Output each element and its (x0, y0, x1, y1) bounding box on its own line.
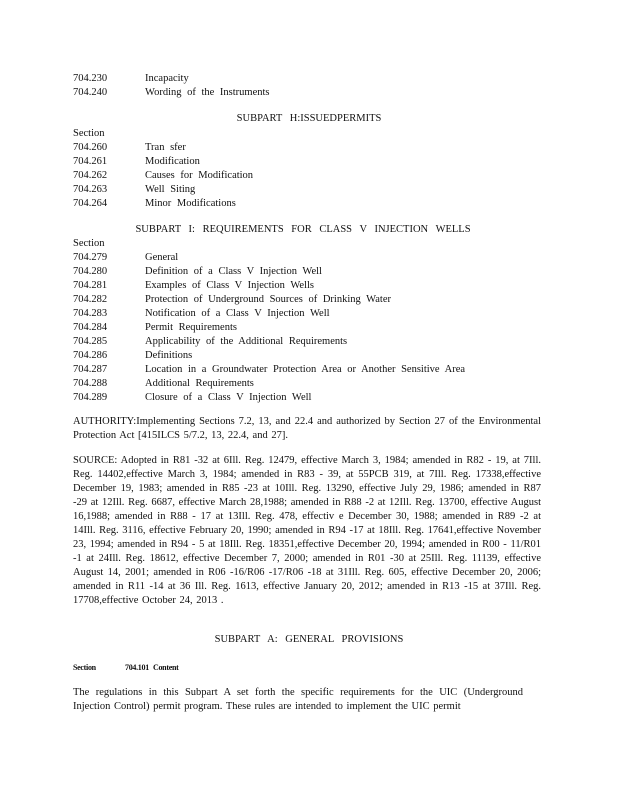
section-number: 704.287 (73, 364, 108, 375)
section-number: 704.286 (73, 350, 108, 361)
section-number: 704.289 (73, 392, 108, 403)
source-note: SOURCE: Adopted in R81 -32 at 6Ill. Reg. 12479, effective March 3, 1984; amended in R82 - 19, at 7Ill. Reg. 14402,effective March 3, 1984; amended in R83 - 39, at 55PCB 319, at 7Ill. Reg. 17338,effective December 19, 1983; amended in R85 -23 at 10Ill. Reg. 13290, effective July 29, 1986; amended in R87 -29 at 12Ill. Reg. 6687, effective March 28,1988; amended in R88 -2 at 12Ill. Reg. 13700, effective August 16,1988; amended in R88 - 17 at 13Ill. Reg. 478, effectiv e December 30, 1988; amended in R89 -2 at 14Ill. Reg. 3116, effective February 20, 1990; amended in R94 -17 at 18Ill. Reg. 17641,effective November 23, 1994; amended in R94 - 5 at 18Ill. Reg. 18351,effective December 20, 1994; amended in R00 - 11/R01 -1 at 24Ill. Reg. 18612, effective December 7, 2000; amended in R01 -30 at 25Ill. Reg. 11139, effective August 14, 2001; amended in R06 -16/R06 -17/R06 -18 at 31Ill. Reg. 605, effective December 20, 2006; amended in R11 -14 at 36 Ill. Reg. 1613, effective January 20, 2012; amended in R13 -15 at 37Ill. Reg. 17708,effective October 24, 2013 . (73, 455, 541, 606)
section-number: 704.285 (73, 336, 108, 347)
section-title: Examples of Class V Injection Wells (145, 280, 315, 291)
section-title: Causes for Modification (145, 170, 254, 181)
section-title: Incapacity (145, 73, 189, 84)
section-title: Definition of a Class V Injection Well (145, 266, 322, 277)
section-title: Protection of Underground Sources of Drinking Water (145, 294, 391, 305)
section-number: 704.284 (73, 322, 108, 333)
section-number: 704.264 (73, 198, 108, 209)
section-number: 704.283 (73, 308, 108, 319)
authority-note: AUTHORITY:Implementing Sections 7.2, 13, and 22.4 and authorized by Section 27 of the Environmental Protection Act [415ILCS 5/7.2, 13, 22.4, and 27]. (73, 416, 541, 441)
section-title: Wording of the Instruments (145, 87, 270, 98)
section-title: Permit Requirements (145, 322, 237, 333)
section-title: Additional Requirements (145, 378, 254, 389)
section-title: Definitions (145, 350, 193, 361)
section-title: Well Siting (145, 184, 196, 195)
subpart-h-heading: SUBPART H:ISSUEDPERMITS (236, 113, 382, 124)
section-number: 704.262 (73, 170, 108, 181)
section-number: 704.263 (73, 184, 108, 195)
section-number: 704.280 (73, 266, 108, 277)
section-number: 704.279 (73, 252, 108, 263)
section-heading-title: Content (153, 663, 179, 672)
section-number: 704.230 (73, 73, 108, 84)
section-title: Closure of a Class V Injection Well (145, 392, 312, 403)
section-title: Modification (145, 156, 200, 167)
content-paragraph: The regulations in this Subpart A set forth the specific requirements for the UIC (Underground Injection Control) permit program. These rules are intended to implement the UIC permit (73, 687, 523, 712)
section-label: Section (73, 238, 105, 249)
section-number: 704.261 (73, 156, 108, 167)
subpart-a-heading: SUBPART A: GENERAL PROVISIONS (214, 634, 404, 645)
section-title: General (145, 252, 179, 263)
section-heading-label: Section (73, 663, 96, 672)
subpart-i-heading: SUBPART I: REQUIREMENTS FOR CLASS V INJECTION WELLS (135, 224, 471, 235)
section-title: Applicability of the Additional Requirements (145, 336, 348, 347)
section-number: 704.240 (73, 87, 108, 98)
section-number: 704.288 (73, 378, 108, 389)
section-number: 704.282 (73, 294, 108, 305)
section-number: 704.260 (73, 142, 108, 153)
section-title: Minor Modifications (145, 198, 236, 209)
section-number: 704.281 (73, 280, 108, 291)
section-title: Location in a Groundwater Protection Area or Another Sensitive Area (145, 364, 466, 375)
section-title: Notification of a Class V Injection Well (145, 308, 330, 319)
section-heading-number: 704.101 (125, 663, 149, 672)
section-title: Tran sfer (145, 142, 186, 153)
section-label: Section (73, 128, 105, 139)
